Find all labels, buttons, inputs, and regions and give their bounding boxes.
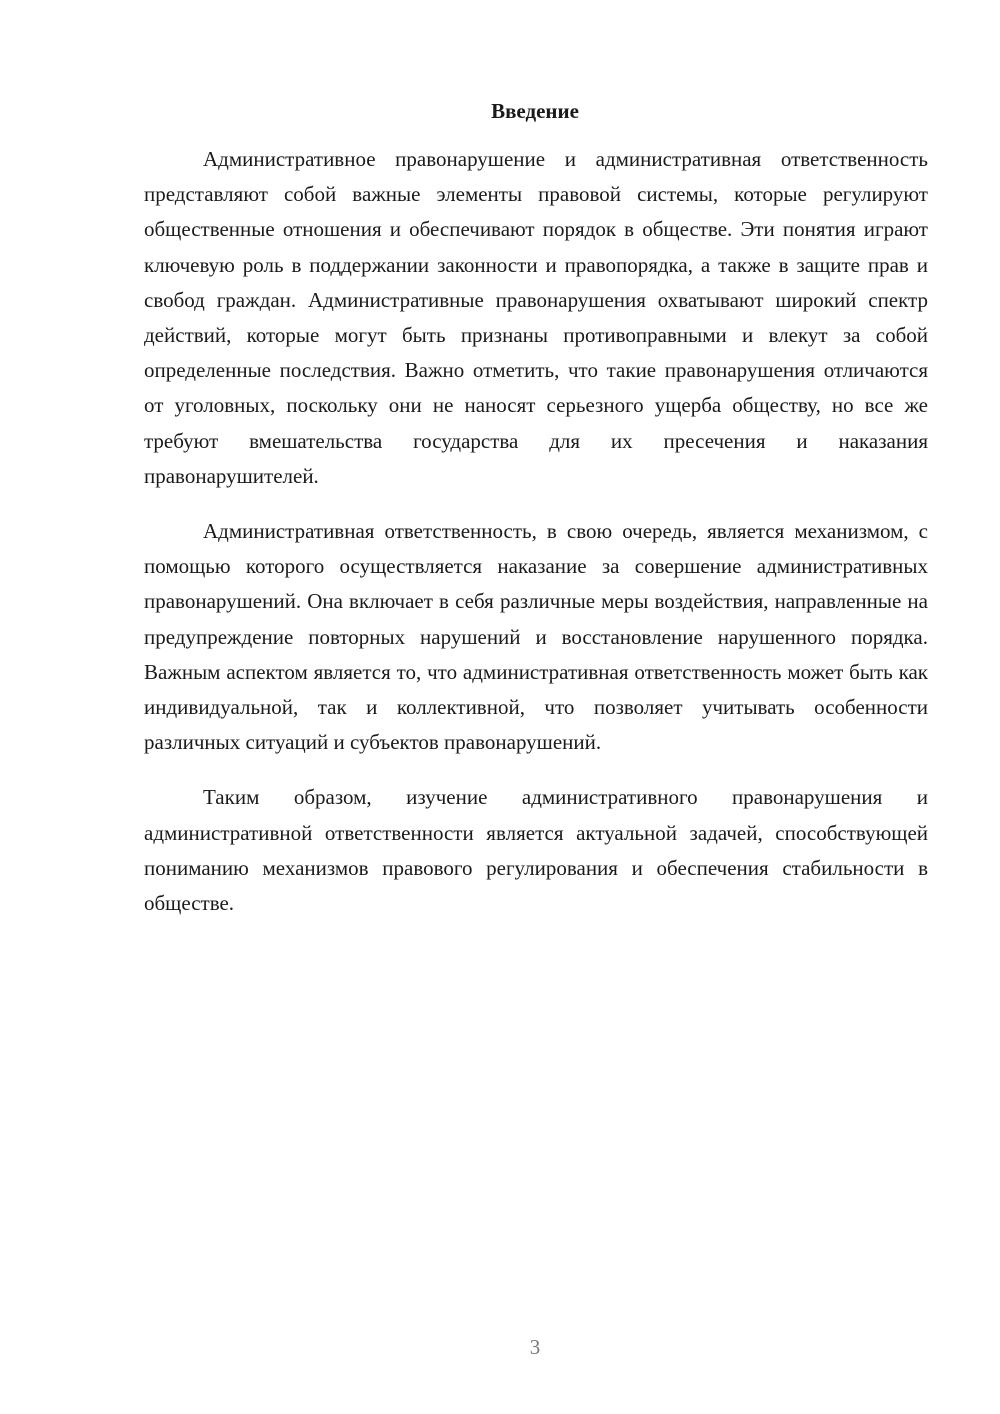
paragraph-2: Административная ответственность, в свою очередь, является механизмом, с помощью которого осуществляется наказание за совершение административных правонарушений. Она включает в себя различные меры воздействия, направленные на предупреждение повторных нарушений и восстановление нарушенного порядка. Важным аспектом является то, что административная ответственность может быть как индивидуальной, так и коллективной, что позволяет учитывать особенности различных ситуаций и субъектов правонарушений. xyxy=(144,519,928,755)
body-text xyxy=(144,142,928,921)
section-heading: Введение xyxy=(491,99,579,123)
page-number: 3 xyxy=(529,1335,541,1359)
paragraph-1: Административное правонарушение и административная ответственность представляют собой важные элементы правовой системы, которые регулируют общественные отношения и обеспечивают порядок в обществе. Эти понятия играют ключевую роль в поддержании законности и правопорядка, а также в защите прав и свобод граждан. Административные правонарушения охватывают широкий спектр действий, которые могут быть признаны противоправными и влекут за собой определенные последствия. Важно отметить, что такие правонарушения отличаются от уголовных, поскольку они не наносят серьезного ущерба обществу, но все же требуют вмешательства государства для их пресечения и наказания правонарушителей. xyxy=(144,147,928,488)
paragraph-3: Таким образом, изучение административного правонарушения и административной ответственности является актуальной задачей, способствующей пониманию механизмов правового регулирования и обеспечения стабильности в обществе. xyxy=(144,785,928,916)
